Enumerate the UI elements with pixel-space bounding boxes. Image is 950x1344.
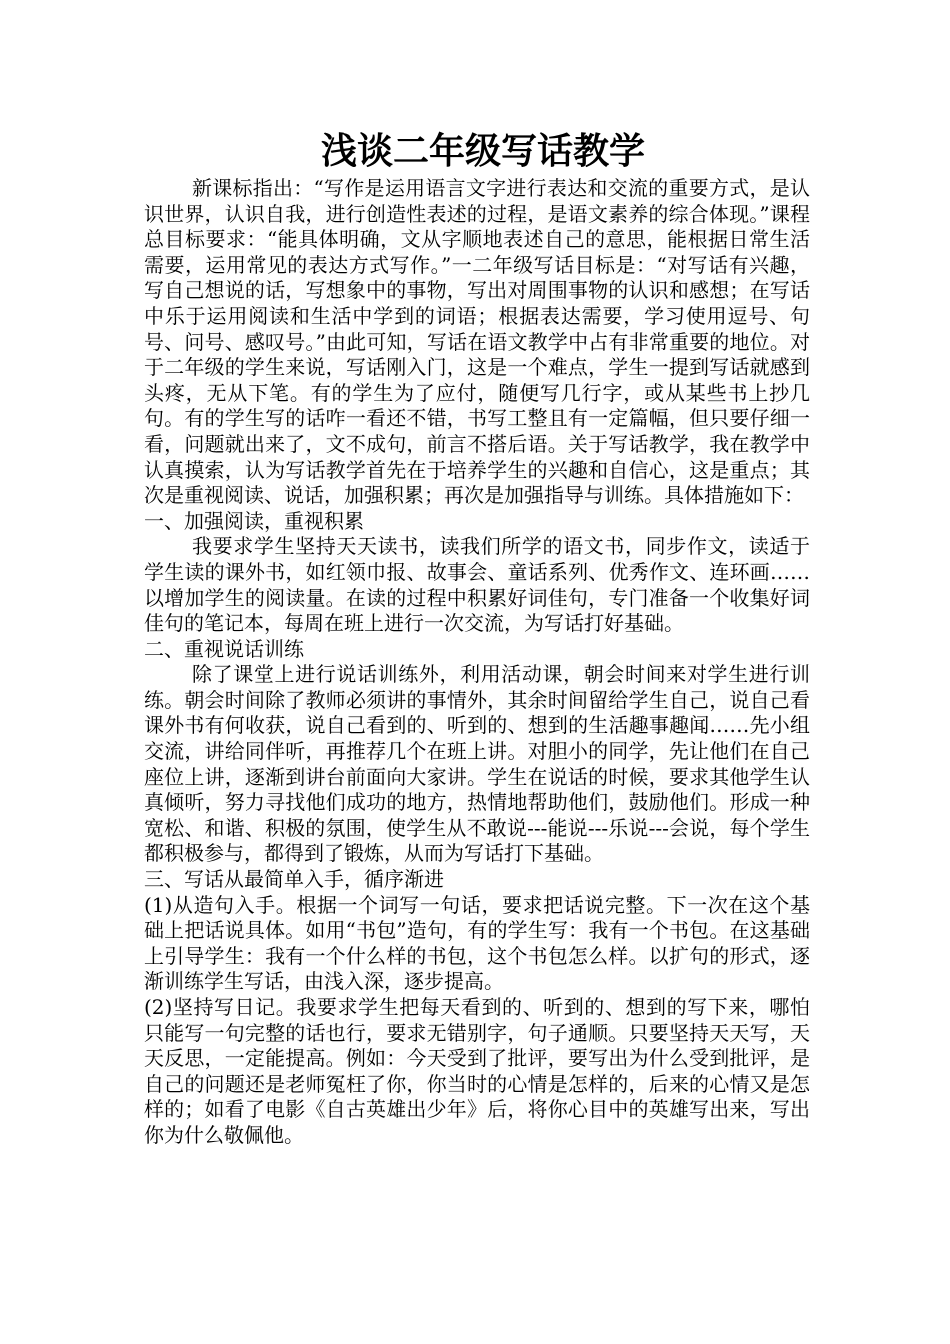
section-3-item-2: (2)坚持写日记。我要求学生把每天看到的、听到的、想到的写下来，哪怕只能写一句完整的话也行，要求无错别字，句子通顺。只要坚持天天写，天天反思，一定能提高。例如：今天受到了批评，要写出为什么受到批评，是自己的问题还是老师冤枉了你，你当时的心情是怎样的，后来的心情又是怎样的；如看了电影《自古英雄出少年》后，将你心目中的英雄写出来，写出你为什么敬佩他。	[144, 995, 810, 1147]
document-title: 浅谈二年级写话教学	[320, 130, 645, 172]
section-2-paragraph: 除了课堂上进行说话训练外，利用活动课，朝会时间来对学生进行训练。朝会时间除了教师必须讲的事情外，其余时间留给学生自己，说自己看课外书有何收获，说自己看到的、听到的、想到的生活趣事趣闻……先小组交流，讲给同伴听，再推荐几个在班上讲。对胆小的同学，先让他们在自己座位上讲，逐渐到讲台前面向大家讲。学生在说话的时候，要求其他学生认真倾听，努力寻找他们成功的地方，热情地帮助他们，鼓励他们。形成一种宽松、和谐、积极的氛围，使学生从不敢说---能说---乐说---会说，每个学生都积极参与，都得到了锻炼，从而为写话打下基础。	[144, 662, 810, 866]
section-1-paragraph: 我要求学生坚持天天读书，读我们所学的语文书，同步作文，读适于学生读的课外书，如红领巾报、故事会、童话系列、优秀作文、连环画……以增加学生的阅读量。在读的过程中积累好词佳句，专门准备一个收集好词佳句的笔记本，每周在班上进行一次交流，为写话打好基础。	[144, 534, 810, 636]
document-content	[144, 128, 810, 1149]
section-2-heading: 二、重视说话训练	[144, 636, 304, 661]
section-3-item-1: (1)从造句入手。根据一个词写一句话，要求把话说完整。下一次在这个基础上把话说具体。如用“书包”造句，有的学生写：我有一个书包。在这基础上引导学生：我有一个什么样的书包，这个书包怎么样。以扩句的形式，逐渐训练学生写话，由浅入深，逐步提高。	[144, 892, 810, 994]
section-1-heading: 一、加强阅读，重视积累	[144, 508, 364, 533]
section-3-heading: 三、写话从最简单入手，循序渐进	[144, 867, 444, 892]
intro-paragraph: 新课标指出：“写作是运用语言文字进行表达和交流的重要方式，是认识世界，认识自我，进行创造性表述的过程，是语文素养的综合体现。”课程总目标要求：“能具体明确，文从字顺地表述自己的意思，能根据日常生活需要，运用常见的表达方式写作。”一二年级写话目标是：“对写话有兴趣，写自己想说的话，写想象中的事物，写出对周围事物的认识和感想；在写话中乐于运用阅读和生活中学到的词语；根据表达需要，学习使用逗号、句号、问号、感叹号。”由此可知，写话在语文教学中占有非常重要的地位。对于二年级的学生来说，写话刚入门，这是一个难点，学生一提到写话就感到头疼，无从下笔。有的学生为了应付，随便写几行字，或从某些书上抄几句。有的学生写的话咋一看还不错，书写工整且有一定篇幅，但只要仔细一看，问题就出来了，文不成句，前言不搭后语。关于写话教学，我在教学中认真摸索，认为写话教学首先在于培养学生的兴趣和自信心，这是重点；其次是重视阅读、说话，加强积累；再次是加强指导与训练。具体措施如下：	[144, 176, 810, 508]
